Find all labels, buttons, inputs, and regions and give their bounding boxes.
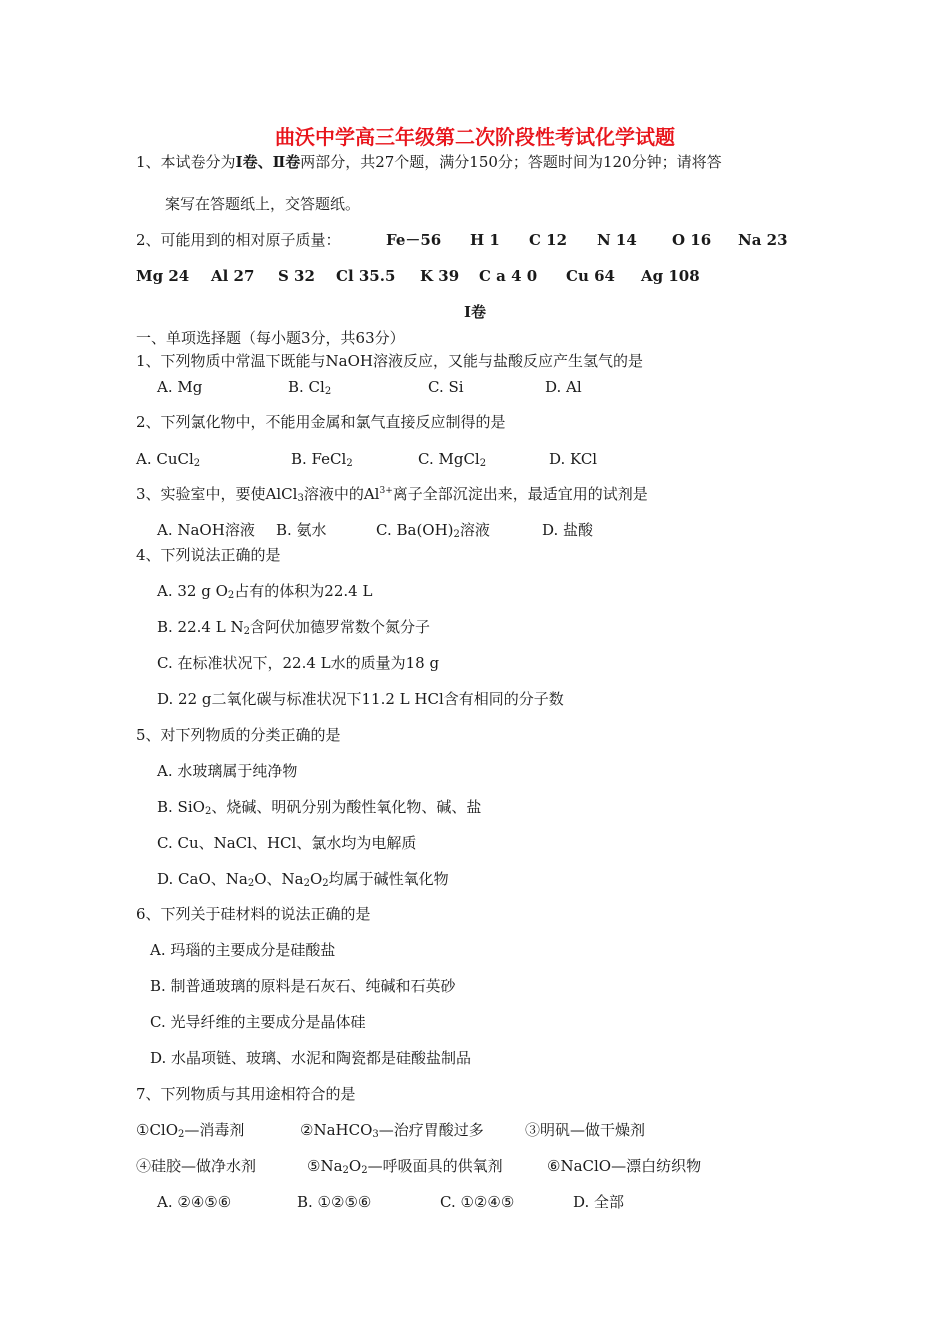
q4-option-a [157,581,372,601]
mass-n: N 14 [597,231,637,249]
mass-ag: Ag 108 [641,267,700,285]
q4-option-a-b: 占有的体积为22.4 L [234,582,373,600]
q2-option-b-text: B. FeCl [291,450,347,468]
q6-option-b: B. 制普通玻璃的原料是石灰石、纯碱和石英砂 [150,977,456,995]
q5-option-d-a: D. CaO、Na [157,870,248,888]
mass-al: Al 27 [211,267,255,285]
q4-stem: 4、下列说法正确的是 [136,546,281,564]
mass-mg: Mg 24 [136,267,190,285]
q5-option-d-b: O、Na [254,870,304,888]
q1-option-c: C. Si [428,378,464,396]
q1-option-b-sub: 2 [324,386,332,397]
q5-option-b-sub: 2 [204,806,212,817]
mass-fe: Fe－56 [386,231,442,249]
q1-option-d: D. Al [545,378,582,396]
note-1-line-2: 案写在答题纸上，交答题纸。 [165,195,361,213]
q6-option-c: C. 光导纤维的主要成分是晶体硅 [150,1013,366,1031]
q7-item-5-s2: 2 [361,1165,368,1176]
q7-option-d: D. 全部 [573,1193,625,1211]
mass-o: O 16 [672,231,712,249]
q5-option-d [157,869,449,889]
q3-option-c-b: 溶液 [459,521,490,539]
q7-item-1 [136,1120,244,1140]
q1-option-b-text: B. Cl [288,378,325,396]
q5-option-d-s3: 2 [322,878,329,889]
q3-stem-sup: 3+ [379,486,393,496]
note-1-line-1 [136,152,722,172]
q5-option-b-b: 、烧碱、明矾分别为酸性氧化物、碱、盐 [211,798,482,816]
q4-option-b [157,617,430,637]
q1-option-b [288,377,331,397]
q5-option-d-d: 均属于碱性氧化物 [328,870,449,888]
q7-option-b: B. ①②⑤⑥ [297,1193,372,1211]
q7-item-5-b: O [348,1157,362,1175]
q7-item-6: ⑥NaClO—漂白纺织物 [547,1157,702,1175]
note-1-volumes: Ⅰ卷、Ⅱ卷 [235,153,301,171]
mass-ca: C a 4 0 [479,267,538,285]
q3-stem [136,484,648,504]
q6-stem: 6、下列关于硅材料的说法正确的是 [136,905,371,923]
q2-option-b-sub: 2 [346,458,353,469]
q1-stem: 1、下列物质中常温下既能与NaOH溶液反应，又能与盐酸反应产生氢气的是 [136,352,643,370]
q5-option-d-c: O [309,870,323,888]
note-1-text-c: 两部分，共27个题，满分150分；答题时间为120分钟；请将答 [300,153,722,171]
q7-item-1-sub: 2 [178,1129,185,1140]
q7-item-2 [300,1120,484,1140]
q2-option-a-text: A. CuCl [136,450,194,468]
q7-item-5-c: —呼吸面具的供氧剂 [367,1157,503,1175]
q7-item-3: ③明矾—做干燥剂 [525,1121,646,1139]
note-1-text-a: 1、本试卷分为 [136,153,236,171]
q3-stem-b: 溶液中的Al [303,485,380,503]
q3-option-c [376,520,490,540]
q7-option-c: C. ①②④⑤ [440,1193,515,1211]
q7-item-2-sub: 3 [372,1129,379,1140]
q2-option-c [418,449,486,469]
q7-item-2-a: ②NaHCO [300,1121,373,1139]
q3-option-b: B. 氨水 [276,521,327,539]
q4-option-b-a: B. 22.4 L N [157,618,244,636]
q4-option-d: D. 22 g二氧化碳与标准状况下11.2 L HCl含有相同的分子数 [157,690,564,708]
q2-option-a-sub: 2 [193,458,201,469]
q2-stem: 2、下列氯化物中，不能用金属和氯气直接反应制得的是 [136,413,506,431]
mass-k: K 39 [420,267,460,285]
q5-option-d-s2: 2 [303,878,310,889]
q4-option-b-sub: 2 [243,626,250,637]
q4-option-a-sub: 2 [227,590,235,601]
q6-option-a: A. 玛瑙的主要成分是硅酸盐 [150,941,336,959]
mass-na: Na 23 [738,231,788,249]
q3-stem-c: 离子全部沉淀出来，最适宜用的试剂是 [392,485,648,503]
q5-option-a: A. 水玻璃属于纯净物 [157,762,298,780]
q3-stem-a: 3、实验室中，要使AlCl [136,485,298,503]
q3-stem-sub: 3 [297,493,304,504]
q1-option-a: A. Mg [157,378,203,396]
q7-option-a: A. ②④⑤⑥ [157,1193,232,1211]
mass-c: C 12 [529,231,568,249]
q5-option-d-s1: 2 [247,878,255,889]
q2-option-b [291,449,353,469]
q7-item-2-b: —治疗胃酸过多 [378,1121,484,1139]
q7-item-1-b: —消毒剂 [184,1121,245,1139]
q7-item-5-a: ⑤Na [307,1157,343,1175]
part-1-heading: 一、单项选择题（每小题3分，共63分） [136,329,405,347]
q3-option-a: A. NaOH溶液 [157,521,255,539]
q2-option-a [136,449,200,469]
q7-item-1-a: ①ClO [136,1121,179,1139]
q7-item-4: ④硅胶—做净水剂 [136,1157,257,1175]
q7-stem: 7、下列物质与其用途相符合的是 [136,1085,356,1103]
q3-option-c-a: C. Ba(OH) [376,521,454,539]
q5-option-b [157,797,481,817]
q3-option-d: D. 盐酸 [542,521,594,539]
q5-stem: 5、对下列物质的分类正确的是 [136,726,341,744]
mass-s: S 32 [278,267,315,285]
q6-option-d: D. 水晶项链、玻璃、水泥和陶瓷都是硅酸盐制品 [150,1049,472,1067]
q7-item-5 [307,1156,503,1176]
section-title: Ⅰ卷 [463,303,487,321]
q2-option-c-text: C. MgCl [418,450,480,468]
q3-option-c-sub: 2 [453,529,460,540]
note-2-label: 2、可能用到的相对原子质量： [136,231,341,249]
q2-option-d: D. KCl [549,450,598,468]
q5-option-c: C. Cu、NaCl、HCl、氯水均为电解质 [157,834,417,852]
q2-option-c-sub: 2 [479,458,487,469]
mass-cu: Cu 64 [566,267,615,285]
q5-option-b-a: B. SiO [157,798,205,816]
q7-item-5-s1: 2 [342,1165,349,1176]
mass-h: H 1 [470,231,500,249]
q4-option-a-a: A. 32 g O [157,582,228,600]
q4-option-c: C. 在标准状况下，22.4 L水的质量为18 g [157,654,440,672]
q4-option-b-b: 含阿伏加德罗常数个氮分子 [249,618,430,636]
mass-cl: Cl 35.5 [336,267,396,285]
exam-title: 曲沃中学高三年级第二次阶段性考试化学试题 [275,125,675,149]
